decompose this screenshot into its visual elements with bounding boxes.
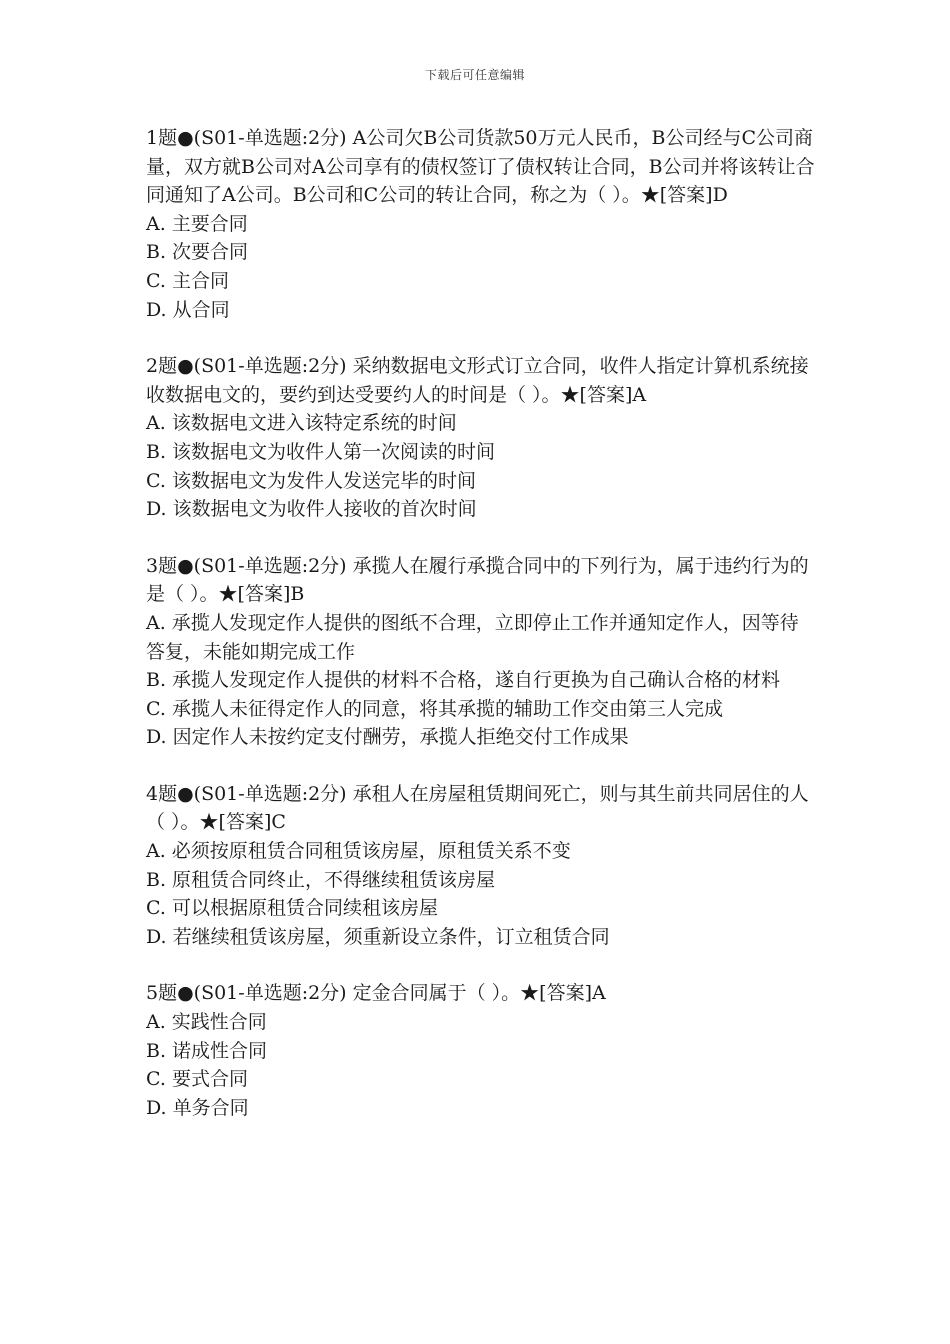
option-c: C. 该数据电文为发件人发送完毕的时间 [146,469,476,492]
option-c: C. 可以根据原租赁合同续租该房屋 [146,897,438,920]
option-b: B. 承揽人发现定作人提供的材料不合格，遂自行更换为自己确认合格的材料 [146,669,781,692]
option-b: B. 次要合同 [146,241,249,264]
option-b: B. 该数据电文为收件人第一次阅读的时间 [146,440,496,463]
question-text: 3题●(S01-单选题:2分) 承揽人在履行承揽合同中的下列行为，属于违约行为的是（ ）。★[答案]B [146,554,809,606]
question-list [146,124,816,1150]
question-text: 2题●(S01-单选题:2分) 采纳数据电文形式订立合同，收件人指定计算机系统接收数据电文的，要约到达受要约人的时间是（ ）。★[答案]A [146,355,809,406]
question-text: 5题●(S01-单选题:2分) 定金合同属于（ ）。★[答案]A [146,982,606,1005]
option-d: D. 该数据电文为收件人接收的首次时间 [146,498,477,521]
question-text: 1题●(S01-单选题:2分) A公司欠B公司货款50万元人民币，B公司经与C公司商量，双方就B公司对A公司享有的债权签订了债权转让合同，B公司并将该转让合同通知了A公司。B公司和C公司的转让合同，称之为（ ）。★[答案]D [146,127,815,207]
option-d: D. 若继续租赁该房屋，须重新设立条件，订立租赁合同 [146,925,610,948]
question-2 [146,352,816,524]
option-a: A. 主要合同 [146,212,248,235]
option-c: C. 承揽人未征得定作人的同意，将其承揽的辅助工作交由第三人完成 [146,697,723,720]
option-d: D. 单务合同 [146,1096,249,1119]
option-a: A. 该数据电文进入该特定系统的时间 [146,412,457,435]
option-list [146,1008,816,1122]
option-b: B. 诺成性合同 [146,1039,268,1062]
option-a: A. 必须按原租赁合同租赁该房屋，原租赁关系不变 [146,840,571,863]
option-c: C. 要式合同 [146,1068,248,1091]
option-list [146,409,816,523]
question-5 [146,979,816,1122]
question-1 [146,124,816,324]
option-list [146,837,816,951]
option-d: D. 因定作人未按约定支付酬劳，承揽人拒绝交付工作成果 [146,726,629,749]
option-c: C. 主合同 [146,269,229,292]
question-text: 4题●(S01-单选题:2分) 承租人在房屋租赁期间死亡，则与其生前共同居住的人（ ）。★[答案]C [146,782,809,834]
question-3 [146,552,816,752]
page-header: 下载后可任意编辑 [424,68,525,82]
option-a: A. 实践性合同 [146,1011,267,1034]
option-a: A. 承揽人发现定作人提供的图纸不合理，立即停止工作并通知定作人，因等待答复，未能如期完成工作 [146,611,799,663]
option-d: D. 从合同 [146,298,230,321]
option-list [146,210,816,324]
option-b: B. 原租赁合同终止，不得继续租赁该房屋 [146,868,496,891]
option-list [146,609,816,752]
question-4 [146,780,816,952]
